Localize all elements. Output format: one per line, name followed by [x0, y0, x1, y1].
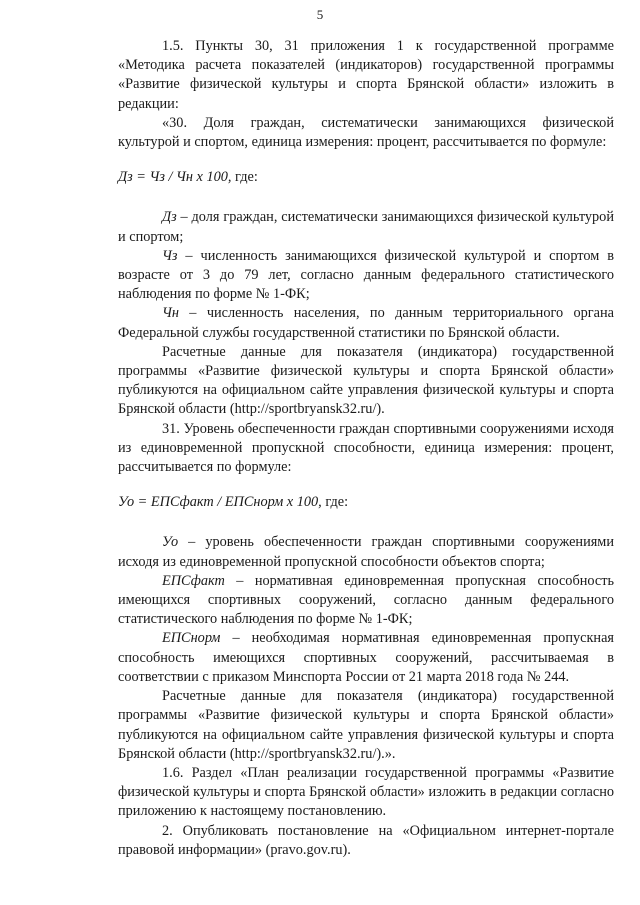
page-number: 5	[316, 7, 324, 22]
paragraph-item-2: 2. Опубликовать постановление на «Официальном интернет-портале правовой информации» (pravo.gov.ru).	[118, 822, 614, 858]
definition-term: Уо	[162, 534, 179, 551]
document-body	[118, 37, 614, 860]
formula-30-expression: Дз = Чз / Чн x 100,	[118, 169, 232, 186]
definition-chz	[118, 247, 614, 305]
definition-term: Дз	[162, 209, 177, 226]
definition-text: – численность населения, по данным территориального органа Федеральной службы государственной статистики по Брянской области.	[118, 305, 614, 341]
definition-text: – численность занимающихся физической культурой и спортом в возрасте от 3 до 79 лет, согласно данным федерального статистического наблюдения по форме № 1-ФК;	[118, 247, 614, 303]
paragraph-30-source: Расчетные данные для показателя (индикатора) государственной программы «Развитие физической культуры и спорта Брянской области» публикуются на официальном сайте управления физической культуры и спорта Брянской области (http://sportbryansk32.ru/).	[118, 343, 614, 418]
definition-text: – нормативная единовременная пропускная способность имеющихся спортивных сооружений, согласно данным федерального статистического наблюдения по форме № 1-ФК;	[118, 572, 614, 628]
formula-31	[118, 493, 614, 512]
formula-30	[118, 168, 614, 187]
definition-chn	[118, 304, 614, 342]
definition-eps-fakt	[118, 572, 614, 630]
definition-dz	[118, 208, 614, 246]
formula-31-tail: где:	[321, 494, 349, 511]
definition-text: – необходимая нормативная единовременная пропускная способность имеющихся спортивных сооружений, рассчитываемая в соответствии с приказом Минспорта России от 21 марта 2018 года № 244.	[118, 630, 614, 685]
paragraph-31-intro: 31. Уровень обеспеченности граждан спортивными сооружениями исходя из единовременной пропускной способности, единица измерения: процент, рассчитывается по формуле:	[118, 420, 614, 476]
definition-term: ЕПСнорм	[162, 630, 221, 647]
paragraph-30-intro: «30. Доля граждан, систематически занимающихся физической культурой и спортом, единица измерения: процент, рассчитывается по формуле:	[118, 114, 614, 151]
paragraph-31-source: Расчетные данные для показателя (индикатора) государственной программы «Развитие физической культуры и спорта Брянской области» публикуются на официальном сайте управления физической культуры и спорта Брянской области (http://sportbryansk32.ru/).».	[118, 688, 614, 762]
definition-eps-norm	[118, 629, 614, 687]
definition-text: – доля граждан, систематически занимающихся физической культурой и спортом;	[118, 209, 614, 245]
definition-uo	[118, 533, 614, 571]
formula-31-expression: Уо = ЕПСфакт / ЕПСнорм x 100,	[118, 494, 322, 511]
paragraph-item-1-6: 1.6. Раздел «План реализации государственной программы «Развитие физической культуры и спорта Брянской области» изложить в редакции согласно приложению к настоящему постановлению.	[118, 764, 614, 820]
formula-30-tail: где:	[231, 169, 258, 186]
definition-term: ЕПСфакт	[162, 572, 225, 589]
paragraph-item-1-5: 1.5. Пункты 30, 31 приложения 1 к государственной программе «Методика расчета показателей (индикаторов) государственной программы «Развитие физической культуры и спорта Брянской области» изложить в редакции:	[118, 38, 614, 112]
definition-term: Чн	[162, 305, 179, 322]
definition-term: Чз	[162, 247, 178, 264]
definition-text: – уровень обеспеченности граждан спортивными сооружениями исходя из единовременной пропускной способности объектов спорта;	[118, 534, 614, 570]
